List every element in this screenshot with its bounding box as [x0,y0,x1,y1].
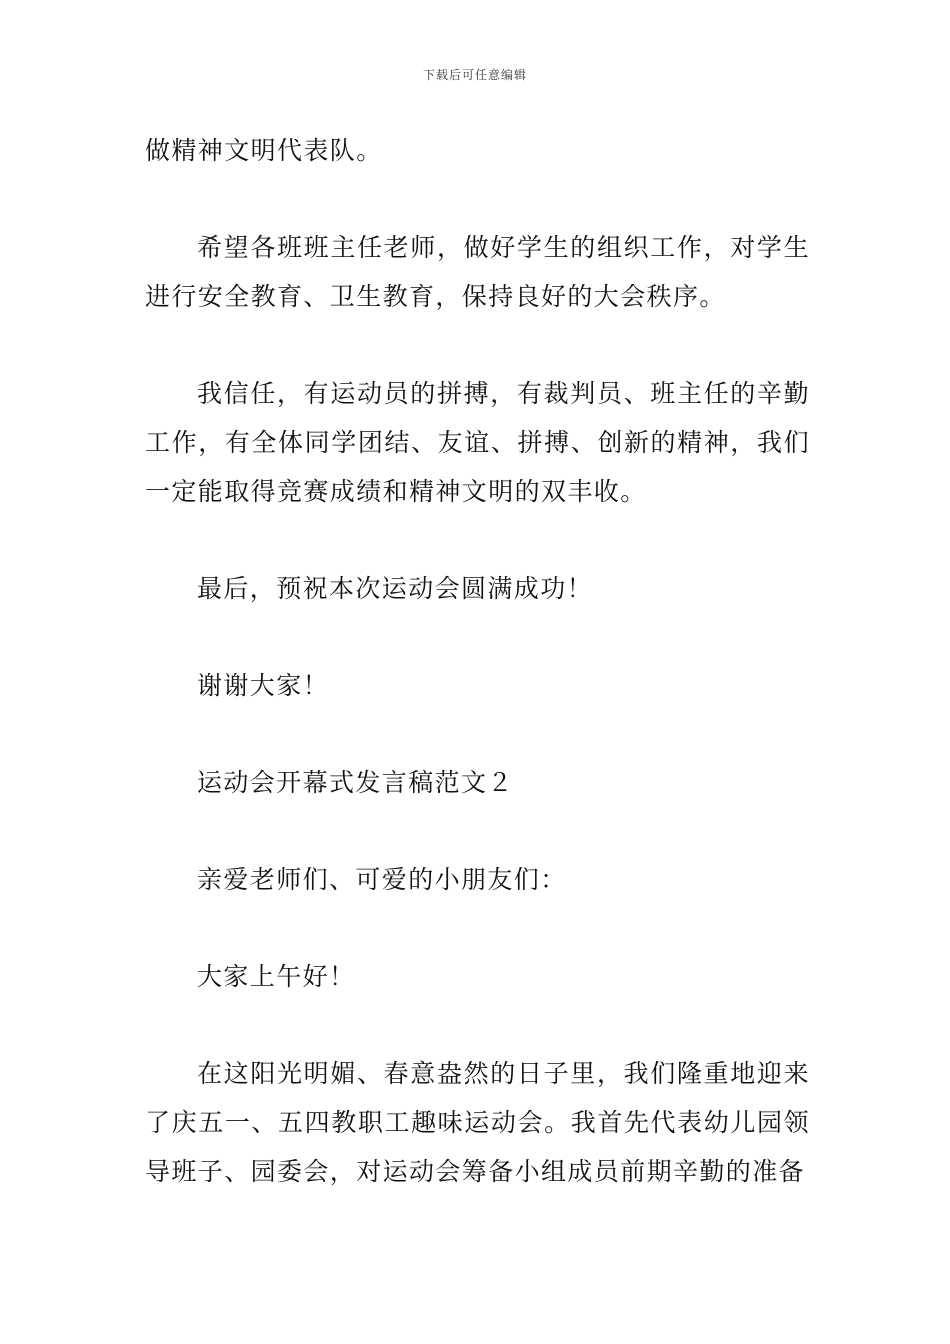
paragraph-good-morning: 大家上午好！ [197,962,356,991]
paragraph-greeting-salutation: 亲爱老师们、可爱的小朋友们： [197,865,567,894]
paragraph-thanks: 谢谢大家！ [197,671,330,700]
paragraph-opening: 在这阳光明媚、春意盎然的日子里，我们隆重地迎来了庆五一、五四教职工趣味运动会。我首先代表幼儿园领导班子、园委会，对运动会筹备小组成员前期辛勤的准备 [145,1059,810,1186]
paragraph-wish: 最后，预祝本次运动会圆满成功！ [197,574,594,603]
paragraph-teachers: 希望各班班主任老师，做好学生的组织工作，对学生进行安全教育、卫生教育，保持良好的大会秩序。 [145,233,810,311]
section-title: 运动会开幕式发言稿范文２ [197,768,514,797]
page-header: 下载后可任意编辑 [422,68,527,82]
paragraph-confidence: 我信任，有运动员的拼搏，有裁判员、班主任的辛勤工作，有全体同学团结、友谊、拼搏、创新的精神，我们一定能取得竞赛成绩和精神文明的双丰收。 [145,379,810,506]
paragraph-continuation: 做精神文明代表队。 [145,136,383,165]
document-body [145,126,810,1196]
